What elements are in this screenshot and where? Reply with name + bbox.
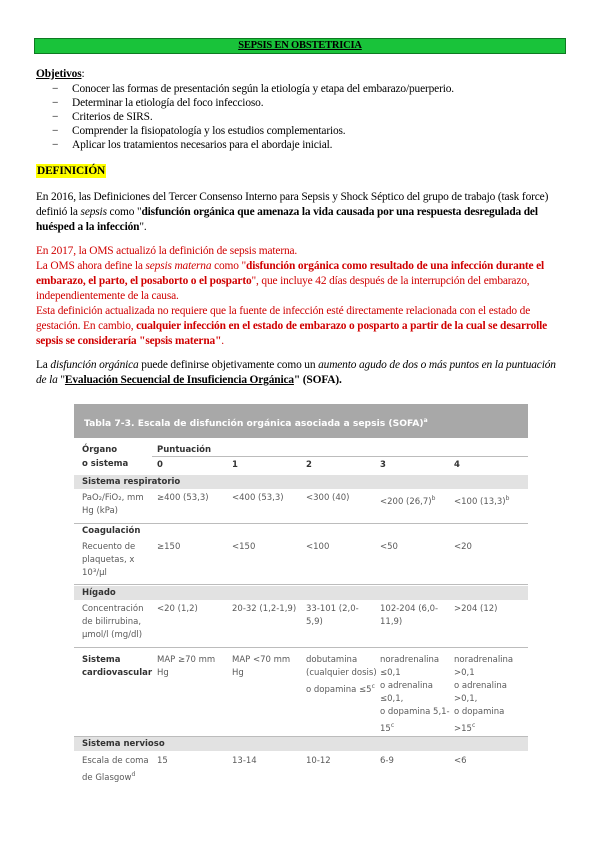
cardio-v4-3: o adrenalina (454, 681, 507, 691)
resp-v0: ≥400 (53,3) (157, 493, 209, 503)
p1-text-bold: disfunción orgánica que amenaza la vida causada por una respuesta desregulada del huésped a la infección (36, 206, 538, 233)
dash-bullet: − (52, 83, 59, 95)
row-divider (74, 647, 528, 648)
p3-text-a: La (36, 359, 51, 371)
section-coag: Coagulación (82, 526, 141, 536)
cardio-v4-6-sup: c (471, 722, 476, 729)
liver-v1: 20-32 (1,2-1,9) (232, 604, 297, 614)
coag-v4: <20 (454, 542, 472, 552)
objectives-list (52, 82, 454, 152)
section-row-coag (74, 524, 528, 538)
p2-text-a: La OMS ahora define la (36, 260, 146, 272)
dash-bullet: − (52, 111, 59, 123)
liver-v3-2: 11,9) (380, 617, 403, 627)
p3-text-g: " (SOFA). (293, 374, 342, 386)
list-item-text: Criterios de SIRS. (72, 111, 153, 123)
cardio-v4-5: o dopamina (454, 707, 505, 717)
neuro-v4: <6 (454, 756, 467, 766)
liver-v4: >204 (12) (454, 604, 498, 614)
p2-line-2 (36, 259, 560, 304)
neuro-label-2-text: de Glasgow (82, 772, 132, 783)
cardio-v2-2: (cualquier dosis) (306, 668, 377, 678)
cardio-v2-3-sup: c (371, 683, 375, 690)
resp-v4-sup: b (505, 495, 510, 502)
list-item (52, 138, 454, 152)
neuro-v1: 13-14 (232, 756, 257, 766)
neuro-label-1: Escala de coma (82, 756, 149, 766)
cardio-v3-3: o adrenalina (380, 681, 433, 691)
p2-text-g: . (221, 335, 224, 347)
dash-bullet: − (52, 139, 59, 151)
p3-text-e: " (57, 374, 65, 386)
resp-label-2: Hg (kPa) (82, 506, 118, 516)
cardio-v3-4: ≤0,1, (380, 694, 404, 704)
cardio-v1-1: MAP <70 mm (232, 655, 291, 665)
paragraph-2017 (36, 244, 560, 349)
coag-v2: <100 (306, 542, 330, 552)
cardio-v4-6-text: >15 (454, 723, 472, 734)
score-4: 4 (454, 460, 460, 470)
cardio-v3-5: o dopamina 5,1- (380, 707, 450, 717)
resp-v4-text: <100 (13,3) (454, 496, 506, 507)
liver-label-3: µmol/l (mg/dl) (82, 630, 143, 640)
list-item-text: Determinar la etiología del foco infeccioso. (72, 97, 264, 109)
resp-v3-sup: b (431, 495, 436, 502)
p2-text-e: ", que incluye 42 días después de la interrupción del embarazo, independientemente de la causa. (36, 275, 530, 302)
header-divider (152, 456, 528, 457)
p2-line-1: En 2017, la OMS actualizó la definición de sepsis materna. (36, 245, 298, 257)
resp-v2: <300 (40) (306, 493, 350, 503)
cardio-v2-1: dobutamina (306, 655, 358, 665)
col-score: Puntuación (157, 445, 212, 455)
p3-text-italic-2: aumento agudo de dos o más puntos en la puntuación de la (36, 359, 556, 386)
objectives-label: Objetivos (36, 68, 82, 80)
resp-label-1: PaO₂/FiO₂, mm (82, 493, 144, 503)
paragraph-sofa (36, 358, 560, 388)
score-2: 2 (306, 460, 312, 470)
objectives-heading (36, 67, 85, 81)
p3-text-bold-underline: Evaluación Secuencial de Insuficiencia Orgánica (64, 374, 294, 386)
section-cardio-1: Sistema (82, 655, 121, 665)
resp-v3 (380, 492, 435, 509)
list-item (52, 110, 454, 124)
cardio-v3-1: noradrenalina (380, 655, 440, 665)
cardio-v4-6 (454, 719, 475, 736)
objectives-colon: : (81, 68, 85, 80)
resp-v4 (454, 492, 509, 509)
liver-v2-1: 33-101 (2,0- (306, 604, 359, 614)
list-item (52, 96, 454, 110)
p2-text-c: como " (211, 260, 247, 272)
resp-v1: <400 (53,3) (232, 493, 284, 503)
coag-label-3: 10³/µl (82, 568, 107, 578)
coag-label-1: Recuento de (82, 542, 136, 552)
list-item (52, 124, 454, 138)
liver-label-2: de bilirrubina, (82, 617, 142, 627)
dash-bullet: − (52, 125, 59, 137)
score-3: 3 (380, 460, 386, 470)
section-row-resp (74, 475, 528, 489)
cardio-v4-2: >0,1 (454, 668, 475, 678)
dash-bullet: − (52, 97, 59, 109)
neuro-v2: 10-12 (306, 756, 331, 766)
p2-text-bold-2: cualquier infección en el estado de embarazo o posparto a partir de la cual se desarrolle sepsis se consideraría "sepsis materna" (36, 320, 548, 347)
resp-v3-text: <200 (26,7) (380, 496, 432, 507)
p3-text-italic-1: disfunción orgánica (50, 359, 139, 371)
definition-heading: DEFINICIÓN (37, 165, 106, 177)
row-divider (74, 584, 528, 585)
section-neuro: Sistema nervioso (82, 739, 165, 749)
p2-line-3 (36, 304, 560, 349)
p3-text-c: puede definirse objetivamente como un (138, 359, 319, 371)
list-item-text: Aplicar los tratamientos necesarios para el abordaje inicial. (72, 139, 333, 151)
table-title-sup: a (423, 417, 428, 424)
list-item-text: Conocer las formas de presentación según la etiología y etapa del embarazo/puerperio. (72, 83, 454, 95)
cardio-v2-3 (306, 680, 375, 697)
col-organ-2: o sistema (82, 459, 129, 469)
cardio-v3-6 (380, 719, 394, 736)
neuro-v3: 6-9 (380, 756, 394, 766)
list-item (52, 82, 454, 96)
coag-v3: <50 (380, 542, 398, 552)
section-row-neuro (74, 737, 528, 751)
table-title (74, 404, 528, 438)
liver-v2-2: 5,9) (306, 617, 323, 627)
cardio-v0-2: Hg (157, 668, 169, 678)
p1-text-c: como " (106, 206, 142, 218)
cardio-v0-1: MAP ≥70 mm (157, 655, 216, 665)
p1-text-e: ". (139, 221, 147, 233)
cardio-v2-3-text: o dopamina ≤5 (306, 684, 372, 695)
section-cardio-2: cardiovascular (82, 668, 153, 678)
liver-v0: <20 (1,2) (157, 604, 198, 614)
cardio-v3-6-text: 15 (380, 723, 391, 734)
liver-v3-1: 102-204 (6,0- (380, 604, 439, 614)
cardio-v3-2: ≤0,1 (380, 668, 401, 678)
score-1: 1 (232, 460, 238, 470)
p1-text-italic: sepsis (80, 206, 107, 218)
cardio-v3-6-sup: c (390, 722, 395, 729)
sofa-table (74, 404, 528, 804)
page-title: SEPSIS EN OBSTETRICIA (34, 38, 566, 54)
paragraph-2016 (36, 190, 560, 235)
coag-label-2: plaquetas, x (82, 555, 135, 565)
neuro-label-sup: d (131, 771, 136, 778)
p2-text-italic: sepsis materna (145, 260, 212, 272)
cardio-v4-4: >0,1, (454, 694, 478, 704)
section-row-liver (74, 586, 528, 600)
p2-text-f: Esta definición actualizada no requiere que la fuente de infección esté directamente relacionada con el estado de gestación. En cambio, (36, 305, 531, 332)
cardio-v1-2: Hg (232, 668, 244, 678)
section-liver: Hígado (82, 588, 116, 598)
list-item-text: Comprender la fisiopatología y los estudios complementarios. (72, 125, 346, 137)
p2-text-bold: disfunción orgánica como resultado de una infección durante el embarazo, el parto, el posaborto o el posparto (36, 260, 545, 287)
cardio-v4-1: noradrenalina (454, 655, 514, 665)
liver-label-1: Concentración (82, 604, 144, 614)
score-0: 0 (157, 460, 163, 470)
col-organ-1: Órgano (82, 445, 118, 455)
coag-v0: ≥150 (157, 542, 181, 552)
neuro-label-2 (82, 768, 135, 785)
table-title-text: Tabla 7-3. Escala de disfunción orgánica asociada a sepsis (SOFA) (84, 418, 424, 430)
section-resp: Sistema respiratorio (82, 477, 181, 487)
coag-v1: <150 (232, 542, 256, 552)
p1-text-a: En 2016, las Definiciones del Tercer Consenso Interno para Sepsis y Shock Séptico del grupo de trabajo (task force) definió la (36, 191, 549, 218)
neuro-v0: 15 (157, 756, 168, 766)
